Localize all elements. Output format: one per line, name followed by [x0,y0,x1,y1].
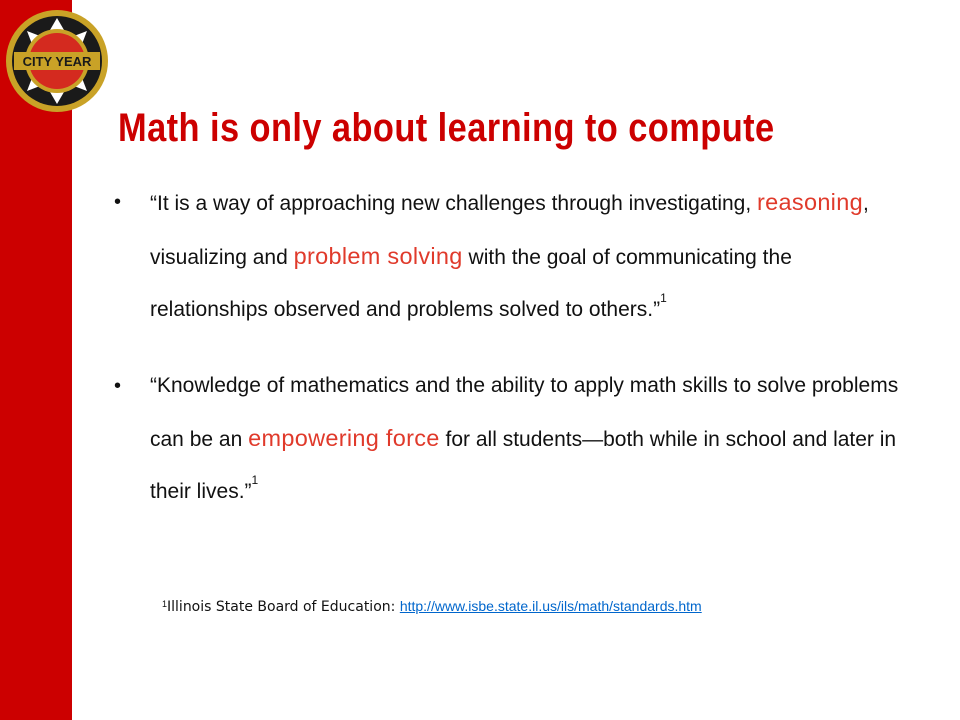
source-citation [162,598,702,615]
bullet-dot-icon: • [114,375,122,397]
bullet-1-text-c: with the goal of communicating the relationships observed and problems solved to others.” [150,246,792,321]
highlight-reasoning: reasoning [757,189,863,215]
bullet-dot-icon: • [114,191,122,213]
footnote-ref-1: 1 [660,291,667,305]
bullet-1-text-a: “It is a way of approaching new challenges through investigating, [150,192,758,215]
slide-title: Math is only about learning to compute [118,106,775,150]
source-label: Illinois State Board of Education: [167,599,400,615]
highlight-empowering-force: empowering force [248,425,440,451]
bullet-1-text-b: , visualizing and [150,192,869,269]
bullet-item-1 [110,176,900,336]
source-footnote-number: 1 [162,599,168,609]
footnote-ref-2: 1 [251,473,259,487]
bullet-2-text-b: for all students—both while in school and later in their lives.” [150,428,897,503]
logo-text: CITY YEAR [22,54,92,69]
city-year-logo [4,8,110,114]
highlight-problem-solving: problem solving [293,243,463,269]
bullet-2-text-a: “Knowledge of mathematics and the ability to apply math skills to solve problems can be an [150,374,899,451]
bullet-item-2 [110,360,900,518]
bullet-list [110,176,900,518]
source-link[interactable]: http://www.isbe.state.il.us/ils/math/standards.htm [399,598,702,614]
